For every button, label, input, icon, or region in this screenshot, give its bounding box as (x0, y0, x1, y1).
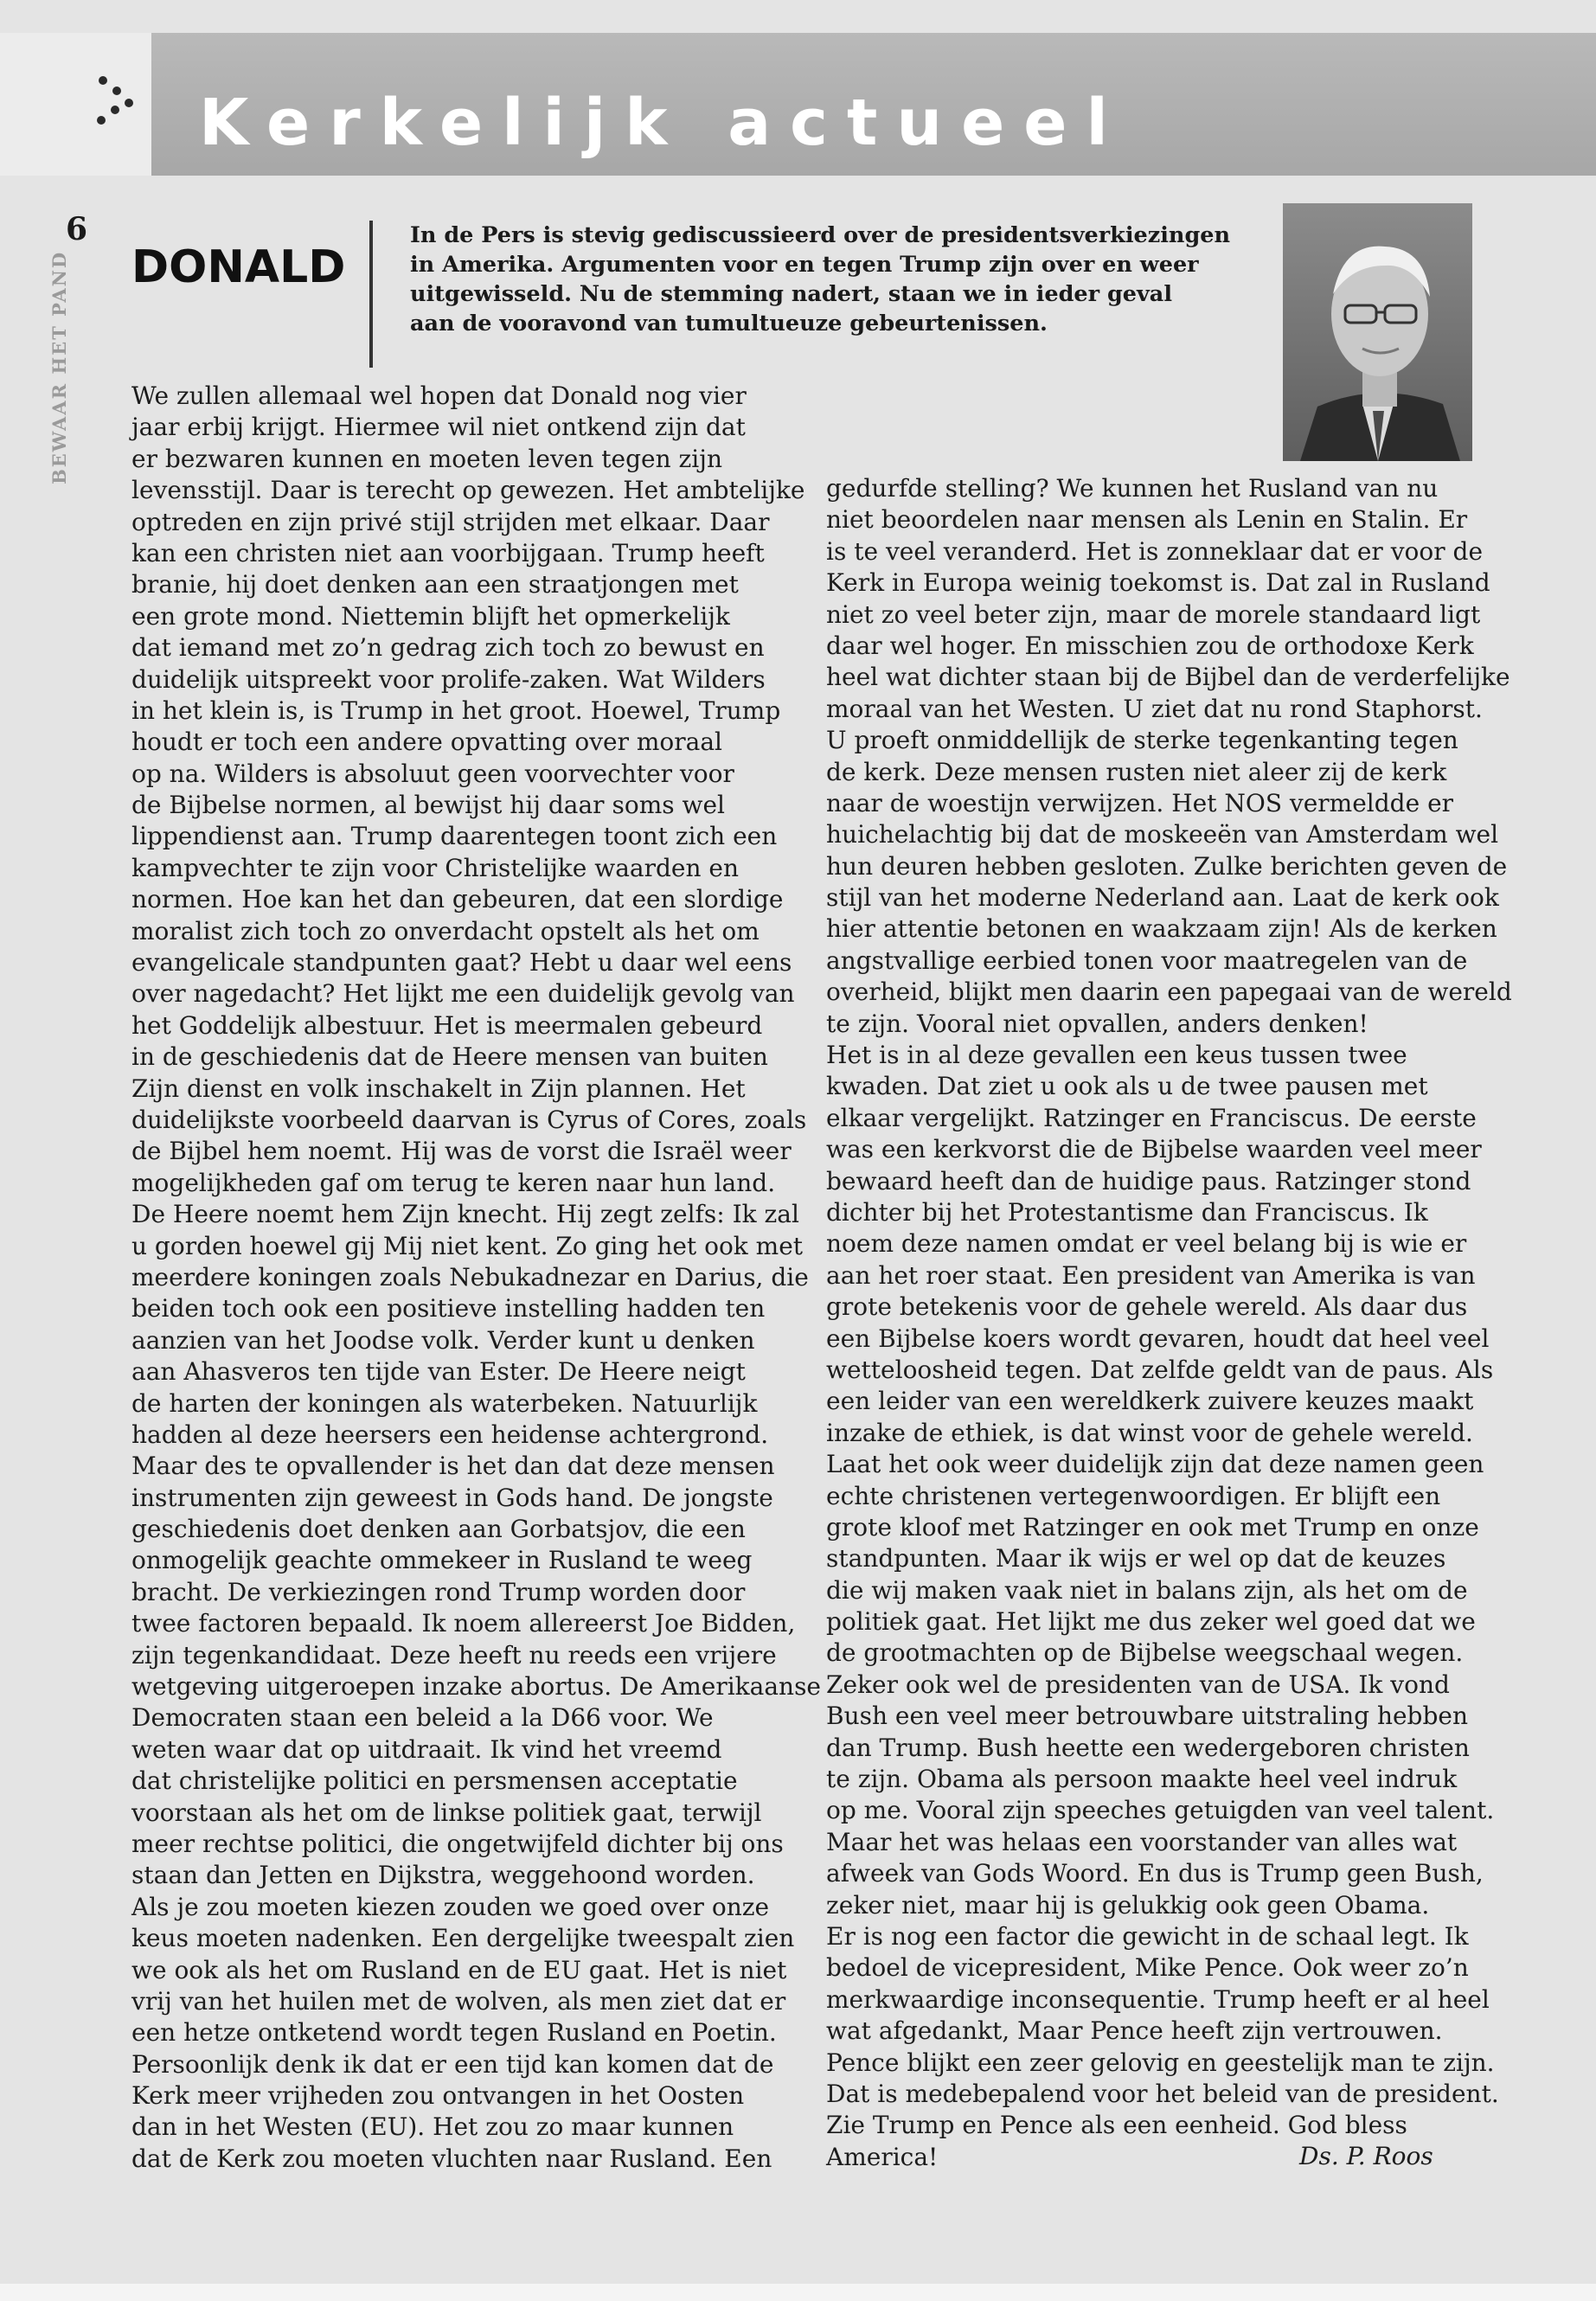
intro-line: aan de vooravond van tumultueuze gebeurtenissen. (410, 311, 1048, 336)
text-line: duidelijkste voorbeeld daarvan is Cyrus of Cores, zoals (131, 1105, 807, 1134)
text-line: dan Trump. Bush heette een wedergeboren christen (826, 1733, 1470, 1762)
text-line: Er is nog een factor die gewicht in de schaal legt. Ik (826, 1921, 1469, 1951)
text-line: angstvallige eerbied tonen voor maatregelen van de (826, 945, 1468, 975)
text-line: voorstaan als het om de linkse politiek gaat, terwijl (131, 1798, 762, 1827)
text-line: te zijn. Obama als persoon maakte heel veel indruk (826, 1765, 1458, 1794)
text-line: aanzien van het Joodse volk. Verder kunt u denken (131, 1325, 755, 1355)
text-line: dat de Kerk zou moeten vluchten naar Rusland. Een (131, 2144, 772, 2173)
article-headline: DONALD (131, 241, 346, 293)
text-line: noem deze namen omdat er veel belang bij is wie er (826, 1229, 1467, 1259)
text-line: twee factoren bepaald. Ik noem allereerst Joe Bidden, (131, 1609, 796, 1638)
text-line: standpunten. Maar ik wijs er wel op dat de keuzes (826, 1544, 1446, 1574)
text-line: Zijn dienst en volk inschakelt in Zijn plannen. Het (131, 1074, 746, 1103)
text-line: moralist zich toch zo onverdacht opstelt als het om (131, 916, 760, 945)
text-line: vrij van het huilen met de wolven, als men ziet dat er (131, 1986, 786, 2016)
text-line: er bezwaren kunnen en moeten leven tegen zijn (131, 444, 722, 473)
headline-divider (369, 221, 373, 368)
text-line: stijl van het moderne Nederland aan. Laat de kerk ook (826, 883, 1499, 913)
text-line: u gorden hoewel gij Mij niet kent. Zo ging het ook met (131, 1231, 804, 1260)
text-line: wetteloosheid tegen. Dat zelfde geldt van de paus. Als (826, 1355, 1494, 1384)
text-line: op na. Wilders is absoluut geen voorvechter voor (131, 759, 734, 788)
text-line: aan het roer staat. Een president van Amerika is van (826, 1260, 1476, 1290)
text-line: de grootmachten op de Bijbelse weegschaal wegen. (826, 1638, 1464, 1668)
text-line: in het klein is, is Trump in het groot. Hoewel, Trump (131, 695, 781, 725)
text-line: normen. Hoe kan het dan gebeuren, dat een slordige (131, 885, 784, 914)
text-line: bracht. De verkiezingen rond Trump worden door (131, 1577, 746, 1606)
text-line: meerdere koningen zoals Nebukadnezar en Darius, die (131, 1262, 809, 1292)
text-line: een Bijbelse koers wordt gevaren, houdt dat heel veel (826, 1324, 1490, 1353)
text-line: levensstijl. Daar is terecht op gewezen. Het ambtelijke (131, 476, 805, 505)
text-line: echte christenen vertegenwoordigen. Er blijft een (826, 1481, 1441, 1510)
text-line: op me. Vooral zijn speeches getuigden van veel talent. (826, 1796, 1495, 1825)
text-line: dat iemand met zo’n gedrag zich toch zo bewust en (131, 633, 765, 663)
page-bottom-edge (0, 2284, 1596, 2301)
text-line: evangelicale standpunten gaat? Hebt u daar wel eens (131, 948, 792, 977)
text-line: een hetze ontketend wordt tegen Rusland en Poetin. (131, 2018, 777, 2048)
text-line: weten waar dat op uitdraait. Ik vind het vreemd (131, 1734, 722, 1764)
text-line: kwaden. Dat ziet u ook als u de twee pausen met (826, 1072, 1428, 1101)
intro-line: in Amerika. Argumenten voor en tegen Trump zijn over en weer (410, 252, 1199, 278)
text-line: Zeker ook wel de presidenten van de USA. Ik vond (826, 1670, 1450, 1699)
intro-line: In de Pers is stevig gediscussieerd over de presidentsverkiezingen (410, 222, 1231, 248)
text-line: lippendienst aan. Trump daarentegen toont zich een (131, 822, 778, 851)
text-line: Kerk meer vrijheden zou ontvangen in het Oosten (131, 2081, 745, 2111)
text-line: afweek van Gods Woord. En dus is Trump geen Bush, (826, 1859, 1484, 1888)
text-line: beiden toch ook een positieve instelling hadden ten (131, 1294, 766, 1324)
text-line: de Bijbelse normen, al bewijst hij daar soms wel (131, 791, 725, 820)
text-line: we ook als het om Rusland en de EU gaat. Het is niet (131, 1955, 787, 1984)
text-line: Laat het ook weer duidelijk zijn dat deze namen geen (826, 1450, 1484, 1479)
text-line: huichelachtig bij dat de moskeeën van Amsterdam wel (826, 820, 1499, 849)
text-line: zijn tegenkandidaat. Deze heeft nu reeds een vrijere (131, 1640, 777, 1670)
text-line: merkwaardige inconsequentie. Trump heeft er al heel (826, 1984, 1490, 2014)
text-line: hadden al deze heersers een heidense achtergrond. (131, 1420, 769, 1449)
text-line: hun deuren hebben gesloten. Zulke berichten geven de (826, 851, 1508, 881)
text-line: Als je zou moeten kiezen zouden we goed over onze (131, 1892, 770, 1921)
text-line: naar de woestijn verwijzen. Het NOS vermeldde er (826, 788, 1454, 817)
text-line: een leider van een wereldkerk zuivere keuzes maakt (826, 1387, 1474, 1416)
text-line: grote kloof met Ratzinger en ook met Trump en onze (826, 1512, 1479, 1541)
text-line: branie, hij doet denken aan een straatjongen met (131, 570, 739, 599)
text-line: hier attentie betonen en waakzaam zijn! Als de kerken (826, 914, 1497, 944)
text-line: was een kerkvorst die de Bijbelse waarden veel meer (826, 1135, 1482, 1164)
text-line: We zullen allemaal wel hopen dat Donald nog vier (131, 381, 747, 410)
text-line: duidelijk uitspreekt voor prolife-zaken. Wat Wilders (131, 664, 766, 694)
text-line: dan in het Westen (EU). Het zou zo maar kunnen (131, 2112, 734, 2142)
text-line: dichter bij het Protestantisme dan Franciscus. Ik (826, 1197, 1428, 1227)
text-line: keus moeten nadenken. Een dergelijke tweespalt zien (131, 1924, 795, 1953)
text-line: kampvechter te zijn voor Christelijke waarden en (131, 853, 739, 882)
text-line: gedurfde stelling? We kunnen het Rusland van nu (826, 474, 1439, 503)
text-line: te zijn. Vooral niet opvallen, anders denken! (826, 1009, 1368, 1038)
text-line: bewaard heeft dan de huidige paus. Ratzinger stond (826, 1166, 1471, 1195)
text-line: over nagedacht? Het lijkt me een duidelijk gevolg van (131, 979, 795, 1009)
text-line: De Heere noemt hem Zijn knecht. Hij zegt zelfs: Ik zal (131, 1200, 799, 1229)
text-line: Maar des te opvallender is het dan dat deze mensen (131, 1452, 775, 1481)
text-line: geschiedenis doet denken aan Gorbatsjov, die een (131, 1515, 746, 1544)
text-line: de kerk. Deze mensen rusten niet aleer zij de kerk (826, 757, 1447, 786)
text-line: meer rechtse politici, die ongetwijfeld dichter bij ons (131, 1829, 784, 1858)
text-line: in de geschiedenis dat de Heere mensen van buiten (131, 1042, 768, 1072)
text-line: aan Ahasveros ten tijde van Ester. De Heere neigt (131, 1357, 746, 1387)
text-line: U proeft onmiddellijk de sterke tegenkanting tegen (826, 726, 1458, 755)
article-column-right (826, 473, 1512, 2186)
text-line: moraal van het Westen. U ziet dat nu rond Staphorst. (826, 694, 1483, 723)
text-line: Kerk in Europa weinig toekomst is. Dat zal in Rusland (826, 568, 1490, 598)
text-line: niet zo veel beter zijn, maar de morele standaard ligt (826, 599, 1481, 629)
text-line: elkaar vergelijkt. Ratzinger en Franciscus. De eerste (826, 1103, 1477, 1132)
text-line: daar wel hoger. En misschien zou de orthodoxe Kerk (826, 631, 1474, 660)
text-line: de harten der koningen als waterbeken. Natuurlijk (131, 1388, 758, 1418)
text-line: politiek gaat. Het lijkt me dus zeker wel goed dat we (826, 1607, 1476, 1637)
text-line: houdt er toch een andere opvatting over moraal (131, 727, 723, 757)
dots-logo-icon (91, 74, 143, 134)
text-line: zeker niet, maar hij is gelukkig ook geen Obama. (826, 1890, 1430, 1920)
text-line: Persoonlijk denk ik dat er een tijd kan komen dat de (131, 2049, 774, 2079)
text-line: die wij maken vaak niet in balans zijn, als het om de (826, 1575, 1468, 1605)
text-line: grote betekenis voor de gehele wereld. Als daar dus (826, 1292, 1468, 1322)
text-line: optreden en zijn privé stijl strijden met elkaar. Daar (131, 507, 770, 536)
text-line: staan dan Jetten en Dijkstra, weggehoond worden. (131, 1861, 755, 1890)
text-line: een grote mond. Niettemin blijft het opmerkelijk (131, 601, 730, 631)
text-line: het Goddelijk albestuur. Het is meermalen gebeurd (131, 1010, 763, 1040)
page-number: 6 (66, 211, 88, 247)
text-line: jaar erbij krijgt. Hiermee wil niet ontkend zijn dat (131, 413, 746, 442)
text-line: onmogelijk geachte ommekeer in Rusland te weeg (131, 1546, 753, 1575)
author-signature: Ds. P. Roos (1299, 2142, 1433, 2170)
text-line: Bush een veel meer betrouwbare uitstraling hebben (826, 1702, 1468, 1731)
text-line: Het is in al deze gevallen een keus tussen twee (826, 1041, 1407, 1070)
text-line: Democraten staan een beleid a la D66 voor. We (131, 1703, 714, 1733)
section-title: Kerkelijk actueel (199, 86, 1127, 160)
author-photo (1283, 203, 1472, 461)
text-line: bedoel de vicepresident, Mike Pence. Ook weer zo’n (826, 1953, 1469, 1983)
text-line: de Bijbel hem noemt. Hij was de vorst die Israël weer (131, 1137, 792, 1166)
text-line: instrumenten zijn geweest in Gods hand. De jongste (131, 1483, 773, 1512)
text-line: Dat is medebepalend voor het beleid van de president. (826, 2079, 1499, 2108)
text-line: America! (826, 2142, 939, 2171)
intro-line: uitgewisseld. Nu de stemming nadert, staan we in ieder geval (410, 281, 1173, 307)
text-line: wetgeving uitgeroepen inzake abortus. De Amerikaanse (131, 1672, 822, 1702)
text-line: Pence blijkt een zeer gelovig en geestelijk man te zijn. (826, 2048, 1495, 2077)
article-intro (410, 221, 1258, 350)
text-line: dat christelijke politici en persmensen acceptatie (131, 1766, 738, 1796)
text-line: niet beoordelen naar mensen als Lenin en Stalin. Er (826, 505, 1468, 535)
text-line: overheid, blijkt men daarin een papegaai van de wereld (826, 977, 1512, 1007)
text-line: heel wat dichter staan bij de Bijbel dan de verderfelijke (826, 663, 1510, 692)
text-line: kan een christen niet aan voorbijgaan. Trump heeft (131, 538, 765, 567)
text-line: Zie Trump en Pence als een eenheid. God bless (826, 2111, 1407, 2140)
side-label: BEWAAR HET PAND (48, 250, 70, 484)
text-line: Maar het was helaas een voorstander van alles wat (826, 1827, 1458, 1856)
article-column-left (131, 381, 822, 2173)
text-line: mogelijkheden gaf om terug te keren naar hun land. (131, 1168, 776, 1197)
text-line: is te veel veranderd. Het is zonneklaar dat er voor de (826, 536, 1484, 566)
text-line: inzake de ethiek, is dat winst voor de gehele wereld. (826, 1418, 1473, 1447)
text-line: wat afgedankt, Maar Pence heeft zijn vertrouwen. (826, 2016, 1443, 2046)
